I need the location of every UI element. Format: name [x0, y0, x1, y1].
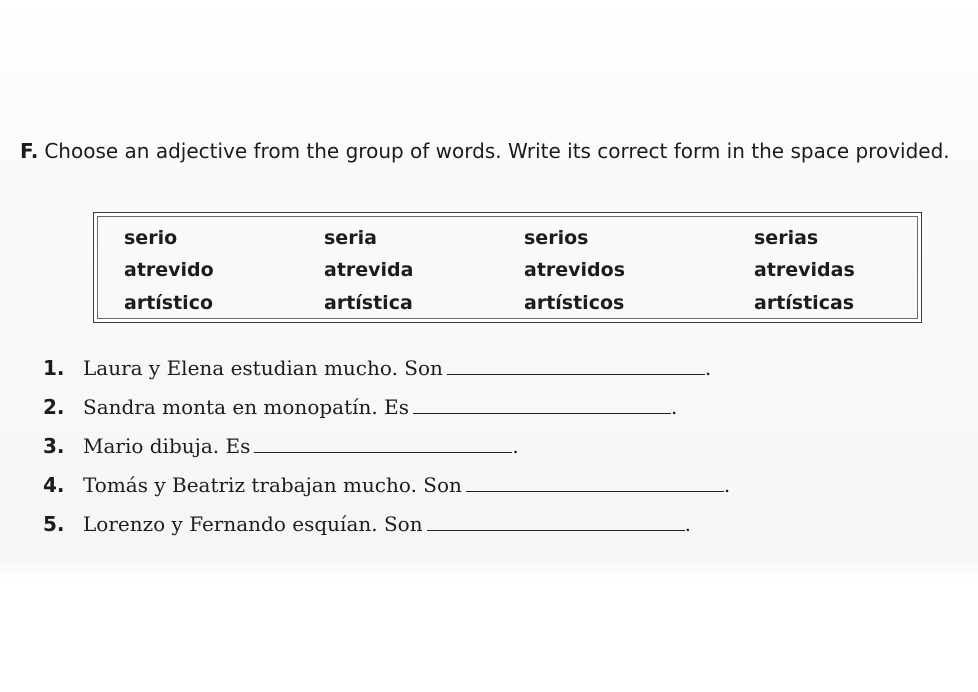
question-item — [43, 434, 519, 458]
word-bank-item: atrevidos — [524, 259, 626, 281]
word-bank-box — [93, 212, 922, 323]
question-text: Mario dibuja. Es — [83, 434, 251, 458]
word-bank-item: serias — [754, 227, 819, 249]
question-text: Laura y Elena estudian mucho. Son — [83, 356, 443, 380]
word-bank-item: atrevidas — [754, 259, 855, 281]
question-item — [43, 356, 711, 380]
question-end: . — [723, 473, 731, 497]
question-number: 5. — [43, 512, 65, 536]
question-text: Sandra monta en monopatín. Es — [83, 395, 409, 419]
instructions — [20, 136, 955, 166]
question-item — [43, 512, 691, 536]
question-text: Tomás y Beatriz trabajan mucho. Son — [83, 473, 462, 497]
answer-blank[interactable] — [427, 512, 685, 531]
section-letter: F. — [20, 139, 39, 163]
question-end: . — [684, 512, 691, 536]
question-end: . — [704, 356, 712, 380]
word-bank-item: artísticos — [524, 292, 625, 314]
question-end: . — [670, 395, 678, 419]
answer-blank[interactable] — [413, 395, 671, 414]
question-number: 1. — [43, 356, 65, 380]
word-bank-item: atrevida — [324, 259, 414, 281]
question-number: 3. — [43, 434, 65, 458]
answer-blank[interactable] — [466, 473, 724, 492]
question-item — [43, 473, 730, 497]
word-bank-item: seria — [324, 227, 377, 249]
question-number: 2. — [43, 395, 65, 419]
instructions-text: Choose an adjective from the group of words. Write its correct form in the space provided. — [44, 139, 950, 163]
word-bank-item: atrevido — [124, 259, 214, 281]
word-bank-item: artísticas — [754, 292, 855, 314]
question-text: Lorenzo y Fernando esquían. Son — [83, 512, 423, 536]
word-bank-item: serios — [524, 227, 589, 249]
question-end: . — [512, 434, 519, 458]
question-item — [43, 395, 677, 419]
word-bank-item: artística — [324, 292, 413, 314]
answer-blank[interactable] — [447, 356, 705, 375]
word-bank-item: serio — [124, 227, 178, 249]
word-bank-item: artístico — [124, 292, 214, 314]
answer-blank[interactable] — [254, 434, 512, 453]
question-number: 4. — [43, 473, 65, 497]
